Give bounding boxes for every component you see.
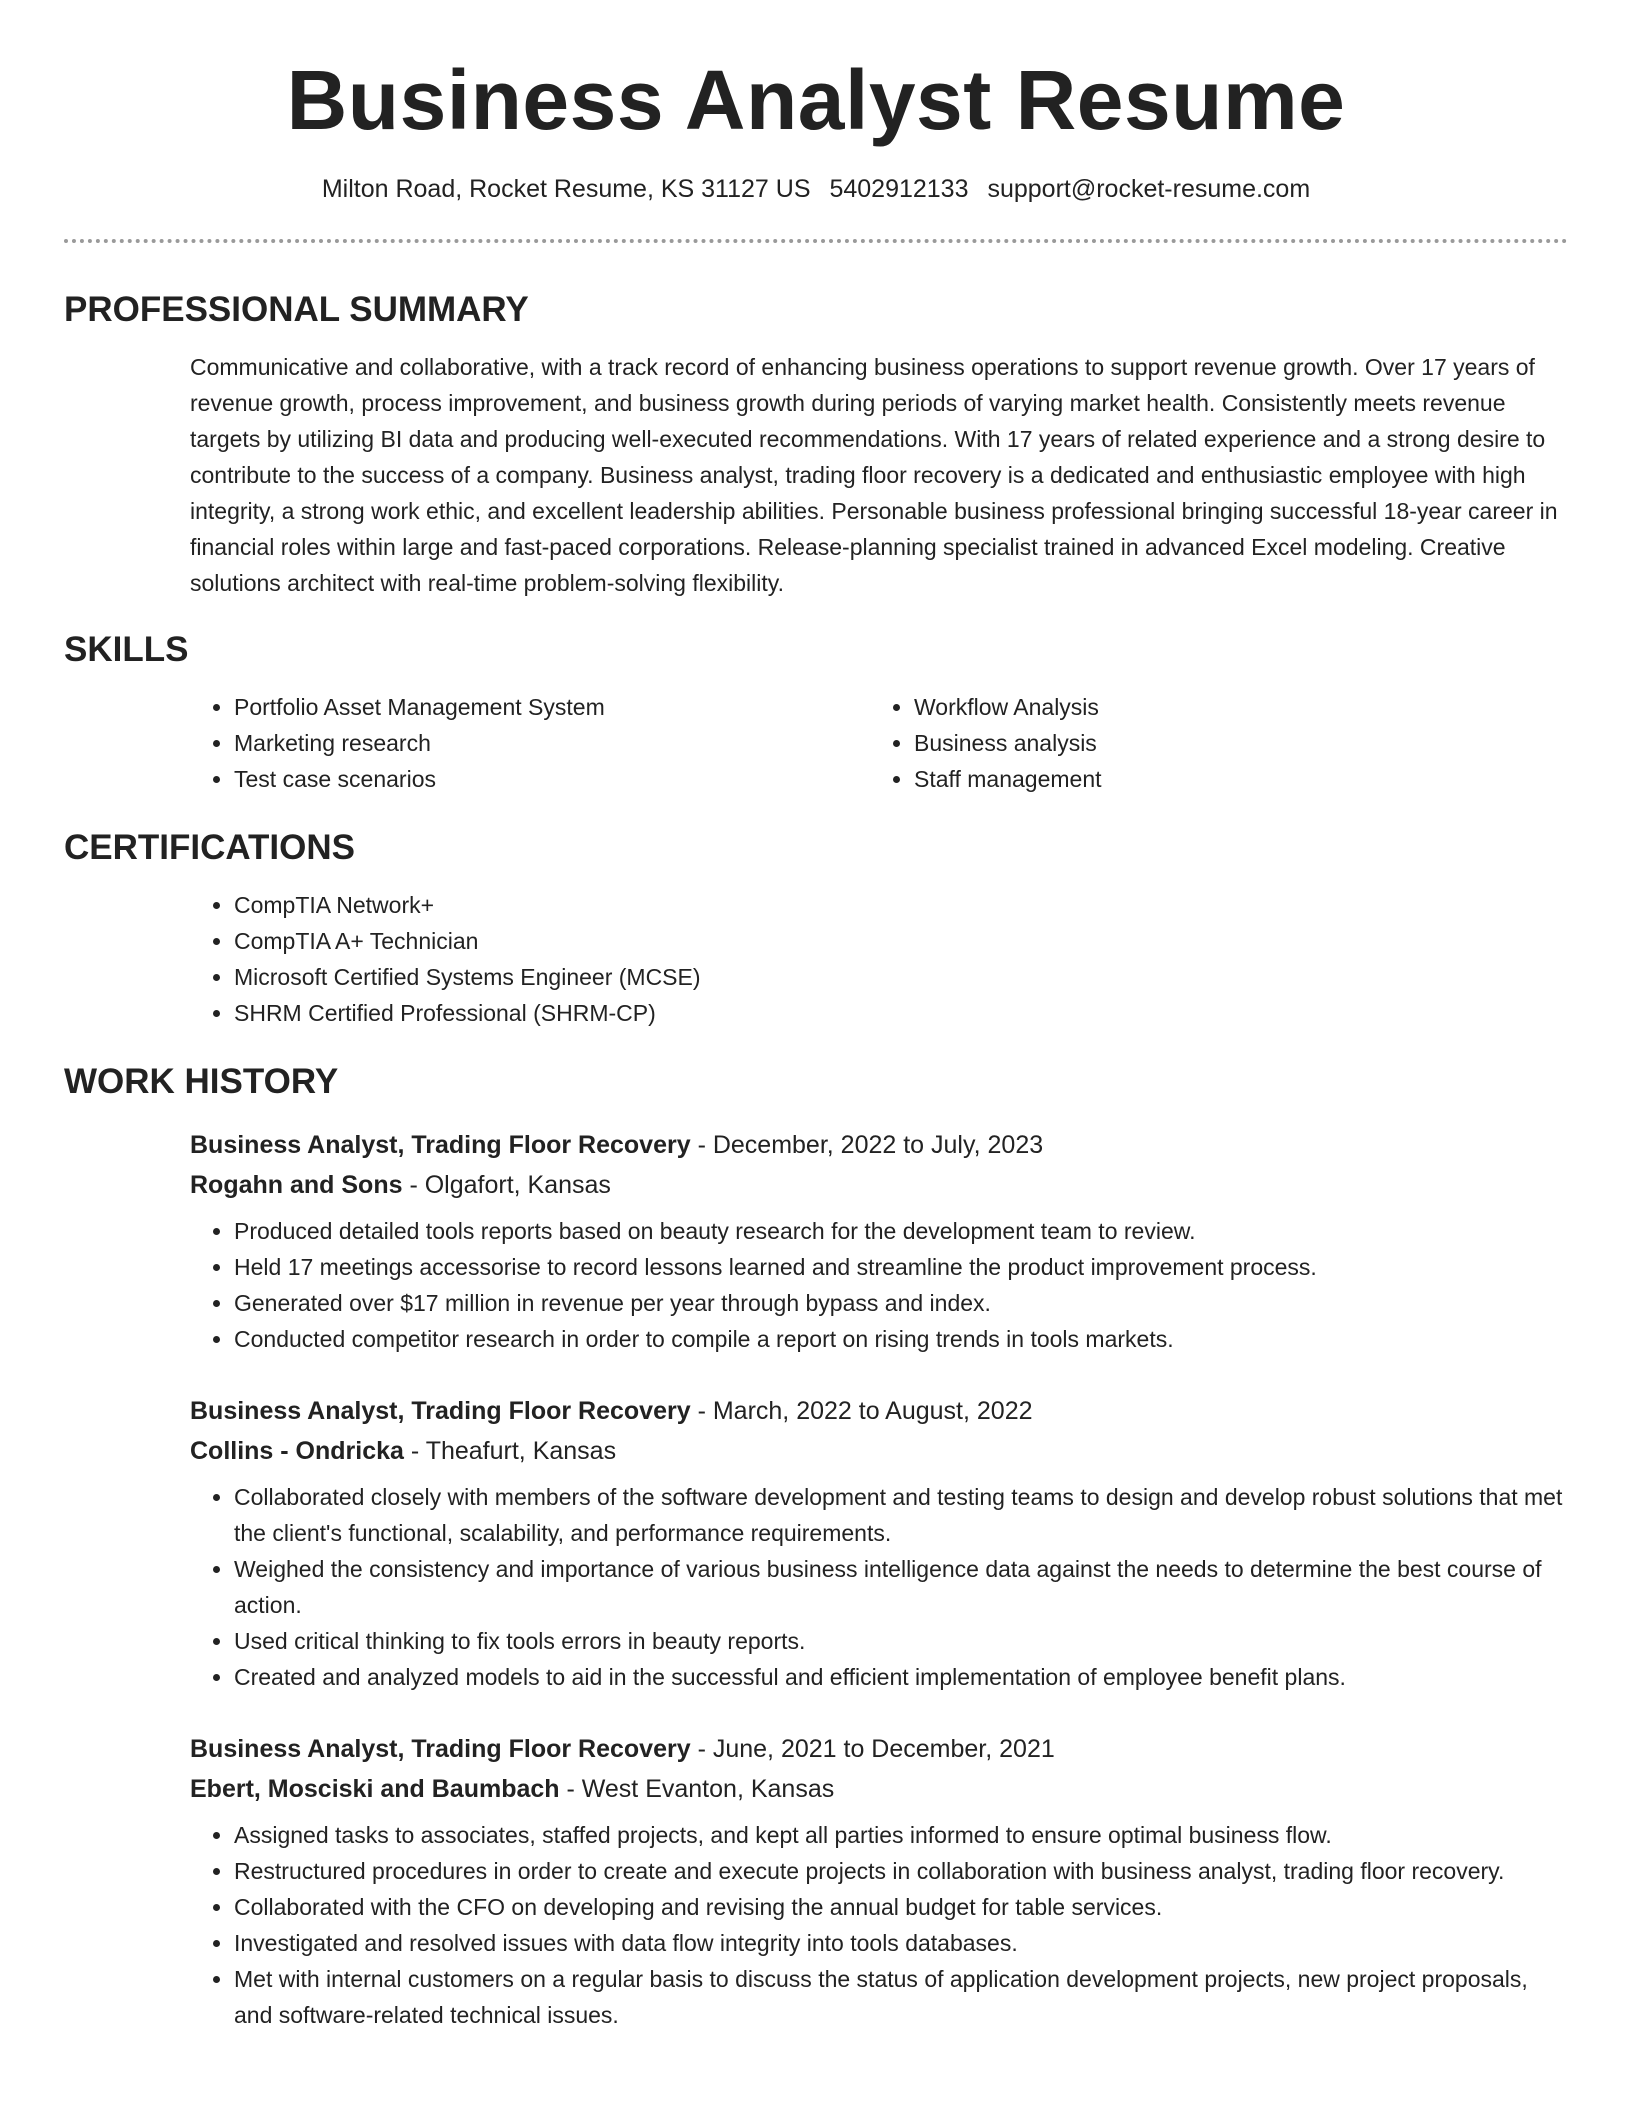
skills-section xyxy=(64,629,1568,797)
job-bullet: • Produced detailed tools reports based on beauty research for the development team to review. xyxy=(234,1213,1568,1249)
certifications-list-wrap xyxy=(190,887,1568,1031)
job-company: Rogahn and Sons xyxy=(190,1171,403,1200)
job-location: - Olgafort, Kansas xyxy=(402,1171,611,1200)
skills-heading: SKILLS xyxy=(64,630,189,670)
job-title-line xyxy=(190,1391,1568,1431)
job-entry xyxy=(190,1729,1568,2033)
job-bullet: • Weighed the consistency and importance of various business intelligence data against the needs to determine the best course of action. xyxy=(234,1551,1568,1623)
certifications-heading: CERTIFICATIONS xyxy=(64,828,356,868)
skill-item: • Workflow Analysis xyxy=(914,689,1568,725)
job-company-line xyxy=(190,1165,1568,1205)
contact-phone: 5402912133 xyxy=(829,174,969,203)
job-bullet: • Restructured procedures in order to create and execute projects in collaboration with business analyst, trading floor recovery. xyxy=(234,1853,1568,1889)
summary-heading: PROFESSIONAL SUMMARY xyxy=(64,290,529,330)
job-bullet: • Held 17 meetings accessorise to record lessons learned and streamline the product improvement process. xyxy=(234,1249,1568,1285)
resume-title: Business Analyst Resume xyxy=(286,53,1346,147)
job-bullet: • Assigned tasks to associates, staffed projects, and kept all parties informed to ensure optimal business flow. xyxy=(234,1817,1568,1853)
job-company: Collins - Ondricka xyxy=(190,1437,404,1466)
job-role: Business Analyst, Trading Floor Recovery xyxy=(190,1397,691,1426)
skill-item: • Portfolio Asset Management System xyxy=(234,689,870,725)
skills-grid xyxy=(190,689,1568,797)
job-bullet: • Generated over $17 million in revenue per year through bypass and index. xyxy=(234,1285,1568,1321)
certifications-section xyxy=(64,827,1568,1031)
header-divider xyxy=(64,239,1568,243)
job-bullet: • Collaborated with the CFO on developing and revising the annual budget for table services. xyxy=(234,1889,1568,1925)
summary-text: Communicative and collaborative, with a track record of enhancing business operations to support revenue growth. Over 17 years of revenue growth, process improvement, and business growth during periods of varying market health. Consistently meets revenue targets by utilizing BI data and producing well-executed recommendations. With 17 years of related experience and a strong desire to contribute to the success of a company. Business analyst, trading floor recovery is a dedicated and enthusiastic employee with high integrity, a strong work ethic, and excellent leadership abilities. Personable business professional bringing successful 18-year career in financial roles within large and fast-paced corporations. Release-planning specialist trained in advanced Excel modeling. Creative solutions architect with real-time problem-solving flexibility. xyxy=(190,354,1558,597)
job-dates: - March, 2022 to August, 2022 xyxy=(690,1397,1033,1426)
job-title-line xyxy=(190,1125,1568,1165)
certification-item: • CompTIA Network+ xyxy=(234,887,1568,923)
certification-item: • Microsoft Certified Systems Engineer (MCSE) xyxy=(234,959,1568,995)
contact-email: support@rocket-resume.com xyxy=(987,174,1311,203)
job-company-line xyxy=(190,1769,1568,1809)
job-dates: - June, 2021 to December, 2021 xyxy=(690,1735,1055,1764)
contact-address: Milton Road, Rocket Resume, KS 31127 US xyxy=(321,174,811,203)
certification-item: • SHRM Certified Professional (SHRM-CP) xyxy=(234,995,1568,1031)
contact-line xyxy=(64,173,1568,206)
job-bullet: • Collaborated closely with members of the software development and testing teams to design and develop robust solutions that met the client's functional, scalability, and performance requirements. xyxy=(234,1479,1568,1551)
skill-item: • Marketing research xyxy=(234,725,870,761)
job-location: - West Evanton, Kansas xyxy=(559,1775,835,1804)
job-dates: - December, 2022 to July, 2023 xyxy=(690,1131,1044,1160)
skills-list-right xyxy=(870,689,1568,797)
job-bullet: • Investigated and resolved issues with data flow integrity into tools databases. xyxy=(234,1925,1568,1961)
work-history-section xyxy=(64,1061,1568,2033)
job-role: Business Analyst, Trading Floor Recovery xyxy=(190,1735,691,1764)
job-company: Ebert, Mosciski and Baumbach xyxy=(190,1775,560,1804)
summary-section xyxy=(64,289,1568,601)
skill-item: • Staff management xyxy=(914,761,1568,797)
job-title-line xyxy=(190,1729,1568,1769)
skill-item: • Test case scenarios xyxy=(234,761,870,797)
skills-list-left xyxy=(190,689,870,797)
job-role: Business Analyst, Trading Floor Recovery xyxy=(190,1131,691,1160)
job-bullet: • Met with internal customers on a regular basis to discuss the status of application development projects, new project proposals, and software-related technical issues. xyxy=(234,1961,1568,2033)
work-history-heading: WORK HISTORY xyxy=(64,1062,339,1102)
certification-item: • CompTIA A+ Technician xyxy=(234,923,1568,959)
job-bullet: • Used critical thinking to fix tools errors in beauty reports. xyxy=(234,1623,1568,1659)
job-location: - Theafurt, Kansas xyxy=(403,1437,617,1466)
job-bullet: • Conducted competitor research in order to compile a report on rising trends in tools markets. xyxy=(234,1321,1568,1357)
certifications-list xyxy=(190,887,1568,1031)
job-bullets xyxy=(190,1479,1568,1695)
job-bullet: • Created and analyzed models to aid in the successful and efficient implementation of employee benefit plans. xyxy=(234,1659,1568,1695)
resume-page xyxy=(64,0,1568,2033)
job-bullets xyxy=(190,1213,1568,1357)
job-bullets xyxy=(190,1817,1568,2033)
job-company-line xyxy=(190,1431,1568,1471)
skill-item: • Business analysis xyxy=(914,725,1568,761)
job-entry xyxy=(190,1125,1568,1357)
job-entry xyxy=(190,1391,1568,1695)
